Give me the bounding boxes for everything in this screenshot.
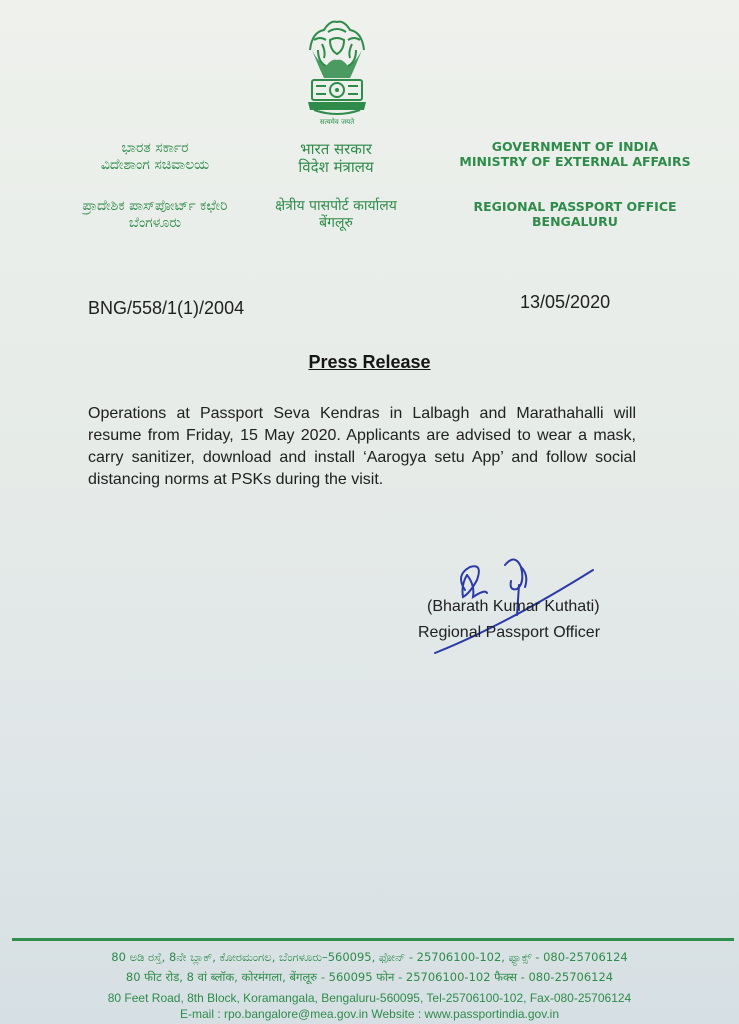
document-date: 13/05/2020 — [520, 292, 611, 312]
header-kannada-office — [40, 198, 270, 232]
header-kannada — [40, 140, 270, 174]
header-kannada-line: ಭಾರತ ಸರ್ಕಾರ — [121, 140, 189, 156]
footer-address-english: 80 Feet Road, 8th Block, Koramangala, Bengaluru-560095, Tel-25706100-102, Fax-080-25706124 — [107, 991, 632, 1005]
document-title: Press Release — [308, 352, 431, 372]
footer-contact: E-mail : rpo.bangalore@mea.gov.in Website : www.passportindia.gov.in — [179, 1007, 560, 1021]
header-english-line: GOVERNMENT OF INDIA — [491, 139, 659, 154]
header-kannada-office-line: ಬೆಂಗಳೂರು — [128, 215, 182, 232]
reference-number: BNG/558/1(1)/2004 — [88, 298, 245, 318]
header-english-office-line: REGIONAL PASSPORT OFFICE — [473, 199, 677, 214]
header-hindi — [250, 140, 422, 177]
header-english-office — [450, 199, 700, 230]
signatory-name: (Bharath Kumar Kuthati) — [427, 598, 600, 615]
emblem-motto: सत्यमेव जयते — [319, 118, 355, 126]
national-emblem-icon — [300, 10, 374, 128]
press-release-body: Operations at Passport Seva Kendras in Lalbagh and Marathahalli will resume from Friday, 15 May 2020. Applicants are advised to wear a mask, carry sanitizer, download and install ‘Aarogya setu App’ and follow social distancing norms at PSKs during the visit. — [88, 405, 636, 488]
signatory-designation: Regional Passport Officer — [418, 624, 601, 641]
header-hindi-office-line: बेंगलूरु — [319, 215, 353, 232]
header-hindi-line: विदेश मंत्रालय — [298, 158, 374, 177]
header-hindi-office-line: क्षेत्रीय पासपोर्ट कार्यालय — [275, 198, 397, 214]
header-english-line: MINISTRY OF EXTERNAL AFFAIRS — [459, 154, 691, 170]
header-kannada-office-line: ಪ್ರಾದೇಶಿಕ ಪಾಸ್‌ಪೋರ್ಟ್ ಕಛೇರಿ — [82, 198, 228, 214]
header-english — [450, 139, 700, 170]
header-hindi-line: भारत सरकार — [300, 140, 372, 158]
footer-divider — [12, 938, 734, 941]
header-english-office-line: BENGALURU — [532, 214, 618, 230]
footer-address-kannada: 80 ಅಡಿ ರಸ್ತೆ, 8ನೇ ಬ್ಲಾಕ್, ಕೋರಮಂಗಲ, ಬೆಂಗಳೂರು–560095, ಫೋನ್ - 25706100-102, ಫ್ಯಾಕ್ಸ್ - 080-25706124 — [111, 950, 628, 964]
header-hindi-office — [250, 198, 422, 232]
header-kannada-line: ವಿದೇಶಾಂಗ ಸಚಿವಾಲಯ — [100, 157, 210, 174]
footer-address-hindi: 80 फीट रोड, 8 वां ब्लॉक, कोरमंगला, बेंगलूरु - 560095 फोन - 25706100-102 फैक्स - 080-25706124 — [125, 970, 614, 984]
